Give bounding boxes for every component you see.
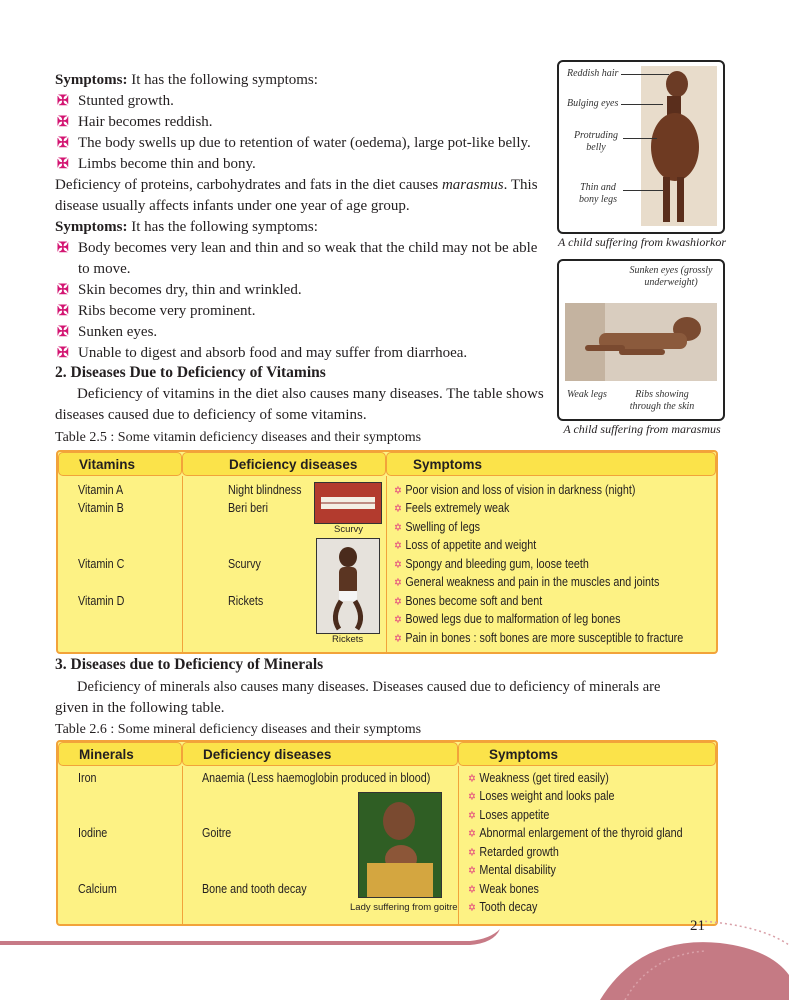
annotation-protruding-belly: Protruding belly (573, 130, 619, 153)
symptom-item: ✡ Feels extremely weak (394, 501, 510, 515)
annotation-ribs: Ribs showing through the skin (629, 389, 695, 412)
star-bullet-icon: ✡ (394, 577, 402, 589)
header-deficiency-diseases: Deficiency diseases (182, 742, 458, 766)
table-cell: Goitre (202, 826, 232, 840)
annotation-line (621, 104, 663, 105)
symptom-item: ✡ Loss of appetite and weight (394, 538, 537, 552)
bullet-icon: ✠ (57, 157, 69, 172)
table-cell: Vitamin A (78, 483, 124, 497)
kwashiorkor-symptoms-heading (55, 70, 318, 91)
bullet-icon: ✠ (57, 283, 69, 298)
symptom-item: ✡ Tooth decay (468, 900, 538, 914)
kwashiorkor-figure (557, 60, 725, 234)
goitre-caption: Lady suffering from goitre (350, 902, 458, 913)
table-cell: Calcium (78, 882, 117, 896)
table-cell: Beri beri (228, 501, 269, 515)
star-bullet-icon: ✡ (468, 902, 476, 914)
table-caption-minerals: Table 2.6 : Some mineral deficiency diseases and their symptoms (55, 722, 422, 737)
star-bullet-icon: ✡ (468, 810, 476, 822)
section-heading-minerals: 3. Diseases due to Deficiency of Minerals (55, 656, 324, 673)
column-divider (458, 766, 459, 924)
table-cell: Anaemia (Less haemoglobin produced in blood) (202, 771, 431, 785)
column-divider (182, 476, 183, 652)
star-bullet-icon: ✡ (468, 791, 476, 803)
symptoms-label: Symptoms: (55, 72, 128, 88)
rickets-caption: Rickets (332, 634, 364, 645)
symptom-item: ✡ Weak bones (468, 882, 539, 896)
bullet-icon: ✠ (57, 115, 69, 130)
annotation-weak-legs: Weak legs (567, 389, 607, 400)
header-deficiency-diseases: Deficiency diseases (182, 452, 386, 476)
star-bullet-icon: ✡ (394, 503, 402, 515)
symptom-item: ✡ Swelling of legs (394, 520, 481, 534)
header-minerals: Minerals (58, 742, 182, 766)
header-vitamins: Vitamins (58, 452, 182, 476)
symptom-item: ✡ Loses appetite (468, 808, 550, 822)
bullet-icon: ✠ (57, 136, 69, 151)
scurvy-image (314, 482, 382, 524)
annotation-thin-legs: Thin and bony legs (578, 182, 618, 205)
annotation-bulging-eyes: Bulging eyes (567, 98, 619, 109)
mineral-table (56, 740, 718, 926)
marasmus-intro: Deficiency of proteins, carbohydrates and fats in the diet causes marasmus. This (55, 177, 538, 193)
vitamins-paragraph-line1: Deficiency of vitamins in the diet also causes many diseases. The table shows (77, 386, 544, 402)
marasmus-figure (557, 259, 725, 421)
vitamins-paragraph-line2: diseases caused due to deficiency of some vitamins. (55, 407, 367, 423)
symptom-item: ✡ Bowed legs due to malformation of leg bones (394, 612, 621, 626)
star-bullet-icon: ✡ (394, 559, 402, 571)
header-symptoms: Symptoms (458, 742, 716, 766)
table-cell: Rickets (228, 594, 264, 608)
section-heading-vitamins: 2. Diseases Due to Deficiency of Vitamins (55, 364, 326, 381)
rickets-image (316, 538, 380, 634)
table-cell: Iodine (78, 826, 108, 840)
marasmus-caption: A child suffering from marasmus (563, 422, 721, 436)
table-cell: Scurvy (228, 557, 261, 571)
star-bullet-icon: ✡ (394, 540, 402, 552)
annotation-reddish-hair: Reddish hair (567, 68, 619, 79)
bullet-icon: ✠ (57, 346, 69, 361)
star-bullet-icon: ✡ (468, 884, 476, 896)
bullet-icon: ✠ (57, 304, 69, 319)
bullet-icon: ✠ (57, 325, 69, 340)
symptom-item: ✡ Mental disability (468, 863, 556, 877)
bullet-icon: ✠ (57, 94, 69, 109)
symptom-item: ✡ Poor vision and loss of vision in darkness (night) (394, 483, 636, 497)
star-bullet-icon: ✡ (394, 522, 402, 534)
vitamin-table (56, 450, 718, 654)
minerals-paragraph-line2: given in the following table. (55, 700, 225, 716)
symptom-item: ✡ General weakness and pain in the muscles and joints (394, 575, 660, 589)
table-cell: Vitamin C (78, 557, 125, 571)
symptom-item: ✡ Weakness (get tired easily) (468, 771, 609, 785)
scurvy-caption: Scurvy (334, 524, 364, 535)
symptom-item: ✡ Retarded growth (468, 845, 559, 859)
star-bullet-icon: ✡ (468, 847, 476, 859)
kwashiorkor-caption: A child suffering from kwashiorkor (558, 235, 726, 249)
table-cell: Vitamin D (78, 594, 125, 608)
header-symptoms: Symptoms (386, 452, 716, 476)
marasmus-symptoms-heading: Symptoms: It has the following symptoms: (55, 219, 318, 235)
column-divider (386, 476, 387, 652)
page-number: 21 (690, 918, 705, 934)
table-cell: Night blindness (228, 483, 302, 497)
column-divider (182, 766, 183, 924)
annotation-line (623, 190, 663, 191)
symptom-item: ✡ Abnormal enlargement of the thyroid gland (468, 826, 683, 840)
star-bullet-icon: ✡ (394, 596, 402, 608)
bullet-icon: ✠ (57, 241, 69, 256)
star-bullet-icon: ✡ (394, 485, 402, 497)
symptom-item: ✡ Loses weight and looks pale (468, 789, 615, 803)
symptom-item: ✡ Pain in bones : soft bones are more susceptible to fracture (394, 631, 684, 645)
marasmus-intro-line2: disease usually affects infants under one year of age group. (55, 198, 410, 214)
table-cell: Iron (78, 771, 97, 785)
star-bullet-icon: ✡ (468, 865, 476, 877)
annotation-line (623, 138, 657, 139)
annotation-sunken-eyes: Sunken eyes (grossly underweight) (629, 265, 713, 288)
symptom-item: ✡ Bones become soft and bent (394, 594, 543, 608)
star-bullet-icon: ✡ (394, 633, 402, 645)
star-bullet-icon: ✡ (468, 773, 476, 785)
table-cell: Vitamin B (78, 501, 124, 515)
table-cell: Bone and tooth decay (202, 882, 307, 896)
star-bullet-icon: ✡ (468, 828, 476, 840)
minerals-paragraph-line1: Deficiency of minerals also causes many diseases. Diseases caused due to deficiency of minerals are (77, 679, 661, 695)
annotation-line (621, 74, 669, 75)
goitre-image (358, 792, 442, 898)
table-caption-vitamins: Table 2.5 : Some vitamin deficiency diseases and their symptoms (55, 430, 422, 445)
star-bullet-icon: ✡ (394, 614, 402, 626)
symptoms-intro: It has the following symptoms: (127, 72, 318, 88)
footer-decoration (0, 915, 789, 1000)
symptom-item: ✡ Spongy and bleeding gum, loose teeth (394, 557, 589, 571)
